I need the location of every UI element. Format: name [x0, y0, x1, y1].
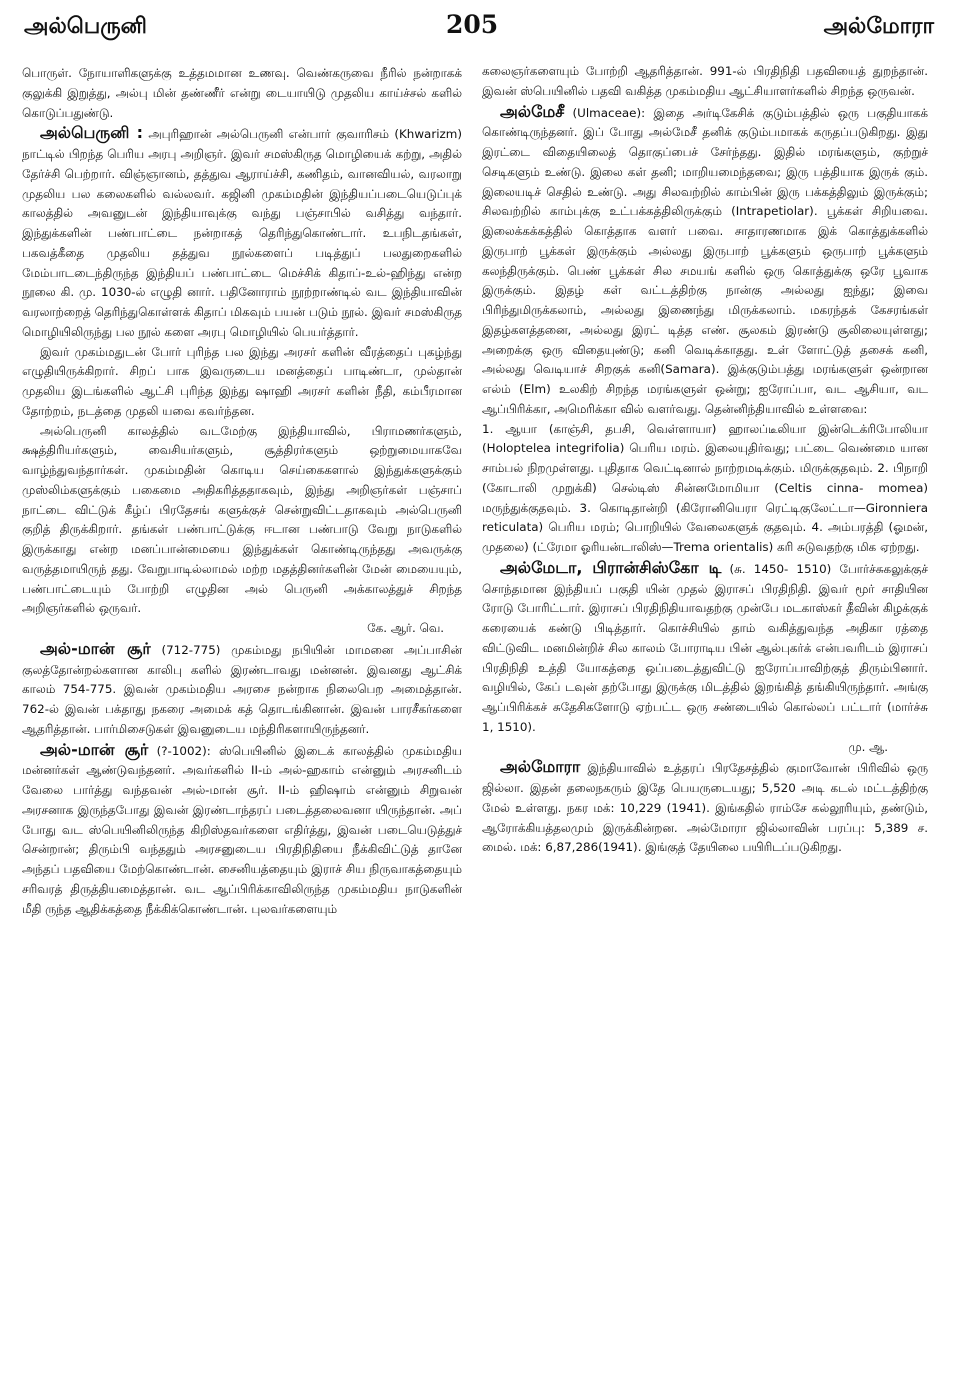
entry-text: இந்தியாவில் உத்தரப் பிரதேசத்தில் குமாவோன் பிரிவில் ஒரு ஜில்லா. இதன் தலைநகரும் இதே பெயருடையது; 5,520 அடி கடல் மட்டத்திற்கு மேல் உள்ளது. நகர மக்: 10,229 (1941). இங்கதில் ராம்சே கல்லூரியும், தண்டும், ஆரோக்கியத்தலமும் இருக்கின்றன. அல்மோரா ஜில்லாவின் பரப்பு: 5,389 ச. மைல். மக்: 6,87,286(1941). இங்குத் தேயிலை பயிரிடப்படுகிறது. — [482, 761, 928, 855]
entry-text: (712-775) முகம்மது நபியின் மாமனை அப்பாசின் குலத்தோன்றல்களான காலிபு களில் இரண்டாவது மன்னன். இவனது ஆட்சிக் காலம் 754-775. இவன் முகம்மதிய அரசை நன்றாக நிலைபெற அமைத்தான். 762-ல் இவன் பக்தாது நகரை அமைக் கத் தொடங்கினான். இவன் பாரசீகர்களை ஆதரித்தான். பார்மிசைடுகள் இவனுடைய மந்திரிகளாயிருந்தனர். — [22, 642, 462, 736]
entry-paragraph: 1. ஆயா (காஞ்சி, தபசி, வெள்ளாயா) ஹாலப்டீலியா இன்டெக்ரிபோலியா (Holoptelea integrifolia) பெரிய மரம். இலையுதிர்வது; பட்டை வெண்மை யான சாம்பல் நிறமுள்ளது. புதிதாக வெட்டினால் நாற்றமடிக்கும். மிருக்குதவும். 2. பிநாறி (கோடாலி முறுக்கி) செல்டிஸ் சின்னமோமியா (Celtis cinna- momea) மருந்துக்குதவும். 3. கொடிதான்றி (கிரோனியெரா ரெட்டிகுலேட்டா—Gironniera reticulata) பெரிய மரம்; பொறியில் வேலைகளுக் குதவும். 4. அம்பரத்தி (ஓமன், முதலை) (ட்ரேமா ஓரியன்டாலிஸ்—Trema orientalis) கரி சுடுவதற்கு மிக ஏற்றது. — [482, 421, 928, 554]
author-initials: கே. ஆர். வெ. — [367, 621, 444, 635]
entry-alberuni — [22, 123, 462, 342]
running-head-left: அல்பெருனி — [24, 14, 147, 39]
entry-text: (சு. 1450- 1510) போர்ச்சுகலுக்குச் சொந்தமான இந்தியப் பகுதி யின் முதல் இராசப் பிரதிநிதி. இவர் மூர் சாதியின ரோடு போரிட்டார். இராசப் பிரதிநிதியாவதற்கு முன்பே மடகாஸ்கர் தீவின் கிழக்குக் கரையைக் கண்டு பிடித்தார். கொச்சியில் தாம் வகித்துவந்த அதிகா ரத்தை விட்டுவிட மனமின்றிச் சில காலம் போராடிய பின் ஆல்புகர்க் என்பவரிடம் இராசப் பிரதிநிதி உத்தி யோகத்தை ஒப்படைத்துவிட்டு ஐரோப்பாவிற்குத் திரும்பினார். வழியில், கேப் டவுன் தற்போது இருக்கு மிடத்தில் இறங்கித் தங்கியிருந்தார். அங்கு ஆப்பிரிக்கச் சுதேசிகளோடு ஏற்பட்ட ஒரு சண்டையில் கொல்லப் பட்டார் (மார்ச்சு 1, 1510). — [482, 561, 928, 734]
left-column — [22, 64, 462, 1384]
entry-text: அபுரிஹான் அல்பெருனி என்பார் குவாரிசம் (Khwarizm) நாட்டில் பிறந்த பெரிய அரபு அறிஞர். இவர் சமஸ்கிருத மொழியைக் கற்று, அதில் தேர்ச்சி பெற்றார். விஞ்ஞானம், தத்துவ ஆராய்ச்சி, கணிதம், வானவியல், வரலாறு முதலிய பல கலைகளில் வல்லவர். கஜினி முகம்மதின் இந்தியப்படையெடுப்புக் காலத்தில் அவனுடன் இந்தியாவுக்கு வந்து பஞ்சாபில் வசித்து வந்தார். இந்துக்களின் பண்பாட்டை நன்றாகத் தெரிந்துகொண்டார். உபநிடதங்கள், பகவத்கீதை முதலிய தத்துவ நூல்களைப் படித்துப் பலதுறைகளில் மேம்பாடடைந்திருந்த இந்தியப் பண்பாட்டை மெச்சிக் கிதாப்-உல்-ஹிந்து என்ற நூலை கி. மு. 1030-ல் எழுதி னார். பதினோராம் நூற்றாண்டில் வட இந்தியாவின் வரலாற்றைத் தெரிந்துகொள்ளக் கிதாப் மிகவும் பயன் படும் நூல். இவர் சமஸ்கிருத மொழியிலிருந்து பல நூல் களை அரபு மொழியில் பெயர்த்தார். — [22, 127, 462, 339]
entry-headword: அல்மோரா — [500, 757, 581, 777]
entry-almeida — [482, 558, 928, 738]
page-number: 205 — [446, 10, 499, 39]
entry-text: (?-1002): ஸ்பெயினில் இடைக் காலத்தில் முகம்மதிய மன்னர்கள் ஆண்டுவந்தனர். அவர்களில் II-ம் அல்-ஹகாம் என்னும் அரசனிடம் வேலை பார்த்து வந்தவன் அல்-மான் சூர். II-ம் ஹிஷாம் என்னும் சிறுவன் அரசனாக இருந்தபோது இவன் இரண்டாந்தரப் படைத்தலைவனா யிருந்தான். அப் போது வட ஸ்பெயினிலிருந்த கிறிஸ்தவர்களை எதிர்த்து, இவன் படையெடுத்துச் சென்றான்; திரும்பி வந்ததும் அரசனுடைய பிரதிநிதியை நீக்கிவிட்டுத் தானே அந்தப் பதவியை மேற்கொண்டான். சைனியத்தையும் இராச் சிய நிருவாகத்தையும் சரிவரத் திருத்தியமைத்தான். வட ஆப்பிரிக்காவிலிருந்த முகம்மதிய நாடுகளின் மீதி ருந்த ஆதிக்கத்தை நீக்கிக்கொண்டான். புலவர்களையும் — [22, 743, 462, 916]
running-head-right: அல்மோரா — [823, 14, 934, 39]
right-column — [482, 62, 928, 1384]
entry-paragraph: அல்பெருனி காலத்தில் வடமேற்கு இந்தியாவில், பிராமணர்களும், க்ஷத்திரியர்களும், வைசியர்களும், சூத்திரர்களும் ஒற்றுமையாகவே வாழ்ந்துவந்தார்கள். முகம்மதின் கொடிய செய்கைகளால் இந்துக்களுக்கும் முஸ்லிம்களுக்கும் பகைமை அதிகரித்ததாகவும், இந்து அறிஞர்கள் பஞ்சாப் நாட்டை விட்டுக் கீழ்ப் பிரதேசங் களுக்குச் சென்றுவிட்டதாகவும் அல்பெருனி குறித் திருக்கிறார். தங்கள் பண்பாட்டுக்கு ஈடான பண்பாடு வேறு நாடுகளில் இருக்காது என்ற மனப்பான்மையை இந்துக்கள் கொண்டிருந்தது அவருக்கு வருத்தமாயிருந் தது. வேறுபாடில்லாமல் மற்ற மதத்தினர்களின் மேன் மையையும், பண்பாட்டையும் போற்றி எழுதின அல் பெருனி அக்காலத்துச் சிறந்த அறிஞர்களில் ஒருவர். — [22, 423, 462, 616]
continuation-paragraph: கலைஞர்களையும் போற்றி ஆதரித்தான். 991-ல் பிரதிநிதி பதவியைத் துறந்தான். இவன் ஸ்பெயினில் பதவி வகித்த முகம்மதிய ஆட்சியாளர்களில் சிறந்த ஒருவன். — [482, 64, 928, 98]
entry-paragraph: இவர் முகம்மதுடன் போர் புரிந்த பல இந்து அரசர் களின் வீரத்தைப் புகழ்ந்து எழுதியிருக்கிறார். சிறப் பாக இவருடைய மனத்தைப் பாடிண்டா, முல்தான் முதலிய இடங்களில் ஆட்சி புரிந்த இந்து ஷாஹி அரசர் களின் நீதி, கம்பீரமான தோற்றம், நடத்தை முதலி யவை கவர்ந்தன. — [22, 344, 462, 418]
entry-headword: அல்-மான் சூர் — [40, 638, 151, 658]
page-header — [0, 0, 958, 50]
entry-al-mansur-spain — [22, 740, 462, 920]
entry-ulmaceae — [482, 102, 928, 420]
continuation-paragraph: பொருள். நோயாளிகளுக்கு உத்தமமான உணவு. வெண்கருவை நீரில் நன்றாகக் குலுக்கி இறுத்து, அல்பு மின் தண்ணீர் என்று டையாயிடு முதலிய காய்ச்சல் களில் கொடுப்பதுண்டு. — [22, 66, 462, 120]
entry-headword: அல்மேசீ — [500, 101, 565, 121]
entry-headword: அல்மேடா, பிரான்சிஸ்கோ டி — [500, 557, 722, 577]
entry-text: (Ulmaceae): இதை அர்டிகேசிக் குடும்பத்தில் ஒரு பகுதியாகக் கொண்டிருந்தனர். இப் போது அல்மேசீ தனிக் குடும்பமாகக் கருதப்படுகிறது. இது இரட்டை விதையிலைத் தொகுப்பைச் சேர்ந்தது. இதில் மரங்களும், குற்றுச் செடிகளும் உண்டு. இலை கள் தனி; மாறியமைந்தவை; இரு பத்தியாக இருக் கும். இலையடிச் செதில் உண்டு. அது சிலவற்றில் காம்பின் இரு பக்கத்திலும் இருக்கும்; சிலவற்றில் காம்புக்கு உட்பக்கத்திலிருக்கும் (Intrapetiolar). பூக்கள் சிறியவை. இலைக்கக்கத்தில் கொத்தாக வளர் பவை. சாதாரணமாக இக் கொத்துக்களில் இருபாற் பூக்கள் இருக்கும் அல்லது இருபாற் பூக்களும் ஒருபாற் பூக்களும் கலந்திருக்கும். பெண் பூக்கள் சில சமயங் களில் ஒரு கொத்துக்கு ஒரே பூவாக இருக்கும். இதழ் கள் வட்டத்திற்கு நான்கு அல்லது ஐந்து; இவை பிரிந்துமிருக்கலாம், அல்லது இணைந்து மிருக்கலாம். மகரந்தக் கேசரங்கள் இதழ்களத்தனை, அல்லது இரட் டித்த எண். சூலகம் இரண்டு சூலிலையுள்ளது; அறைக்கு ஒரு விதையுண்டு; கனி வெடிக்காதது. உள் ளோட்டுத் தசைக் கனி, அல்லது வெடியாச் சிறகுக் கனி(Samara). இக்குடும்பத்து மரங்களுள் ஒன்றான எல்ம் (Elm) உலகிற் சிறந்த மரங்களுள் ஒன்று; ஐரோப்பா, வட ஆசியா, வட ஆப்பிரிக்கா, அமெரிக்கா வில் வளர்வது. தென்னிந்தியாவில் உள்ளவை: — [482, 105, 928, 416]
entry-headword: அல்பெருனி : — [40, 123, 143, 143]
author-initials: மு. ஆ. — [848, 739, 888, 754]
entry-almora — [482, 757, 928, 858]
entry-al-mansur-abbasid — [22, 639, 462, 740]
entry-headword: அல்-மான் சூர் — [40, 739, 149, 759]
